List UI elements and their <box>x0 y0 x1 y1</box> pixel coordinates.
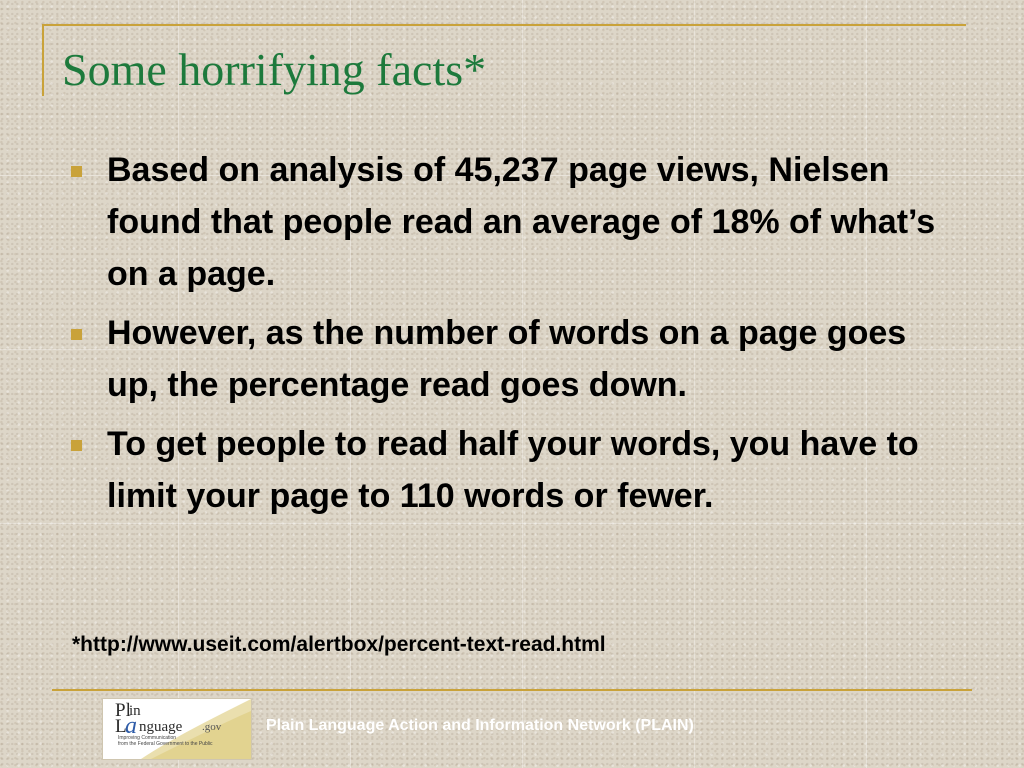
logo-text: nguage <box>139 719 183 735</box>
square-bullet-icon <box>71 166 82 177</box>
logo-tagline <box>118 735 240 747</box>
bullet-item <box>70 307 950 411</box>
bullet-item <box>70 144 950 300</box>
slide-title: Some horrifying facts* <box>62 44 487 95</box>
logo-tagline-line: from the Federal Government to the Public <box>118 741 213 747</box>
logo-text: in <box>129 703 141 719</box>
logo-tagline-line: Improving Communication <box>118 735 177 741</box>
bullet-item <box>70 418 950 522</box>
bullet-text: Based on analysis of 45,237 page views, Nielsen found that people read an average of 18% of what’s on a page. <box>107 151 936 293</box>
logo-text: .gov <box>202 721 222 733</box>
title-rule-top <box>42 24 966 26</box>
title-rule-left <box>42 24 44 96</box>
square-bullet-icon <box>71 440 82 451</box>
bullet-text: To get people to read half your words, you have to limit your page to 110 words or fewer. <box>107 425 919 515</box>
bullet-list <box>70 144 950 529</box>
square-bullet-icon <box>71 329 82 340</box>
footer-rule <box>52 689 972 691</box>
logo-text: L <box>115 716 127 737</box>
plainlanguage-logo <box>102 698 252 760</box>
logo-text: a <box>125 713 137 739</box>
logo-text: Pl <box>115 700 131 721</box>
source-footnote: *http://www.useit.com/alertbox/percent-text-read.html <box>72 633 606 656</box>
footer-organization: Plain Language Action and Information Network (PLAIN) <box>266 717 694 734</box>
bullet-text: However, as the number of words on a page goes up, the percentage read goes down. <box>107 314 907 404</box>
